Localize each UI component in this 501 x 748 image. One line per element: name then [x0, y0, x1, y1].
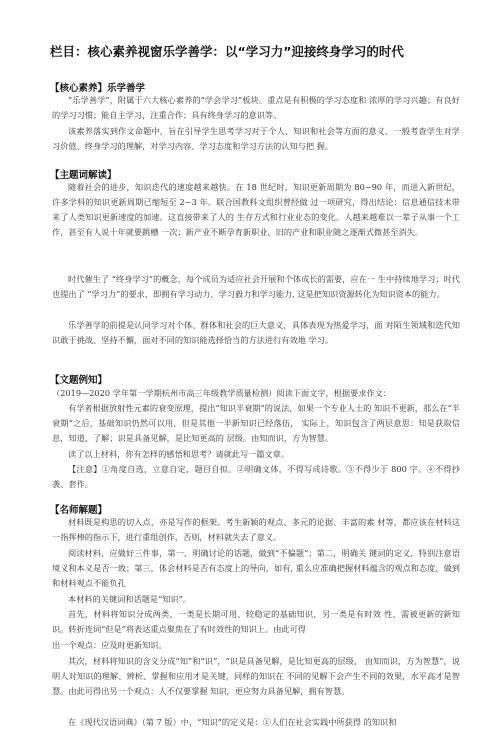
analysis-paragraph-4: 首先，材料将知识分成两类，一类是长期可用、较稳定的基础知识，另一类是有时效 性、需被更新的新知识。转折连词“但是”将表达重点聚焦在了有时效性的知识上。由此可得 — [52, 609, 460, 634]
example-paragraph-1: （2019—2020 学年第一学期杭州市高三年级教学质量检测）阅读下面文字，根据要求作文： — [52, 388, 392, 398]
section-heading-example: 【文题例知】 — [50, 375, 108, 386]
example-paragraph-3: 读了以上材料，你有怎样的感悟和思考？请就此写一篇文章。 — [68, 449, 290, 459]
analysis-paragraph-7: 在《现代汉语词典》（第 7 版）中，“知识”的定义是：①人们在社会实践中所获得 的知识和 — [68, 717, 397, 727]
analysis-paragraph-1: 材料既是构思的切入点，亦是写作的框架。考生新颖的观点、多元的论据、丰富的素 材等，都应该在材料这一指挥棒的指示下，进行重组创作，否则，材料就失去了意义。 — [52, 517, 460, 542]
example-paragraph-2: 有学者根据放射性元素的衰变原理，提出“知识半衰期”的说法，如果一个专业人士的 知识不更新，那么在“半衰期”之后，基础知识仍然可以用，但是其他一半新知识已经落伍， 实际上，知识包含了两层意思：知是获取信息，知道、了解；识是具备见解，是比知更高的 层级。由知而识，方为智慧。 — [52, 403, 460, 443]
section-heading-analysis: 【名师解题】 — [50, 505, 108, 516]
page-title: 栏目：核心素养视窗乐学善学：以“学习力”迎接终身学习的时代 — [50, 44, 404, 59]
core-paragraph-1: “乐学善学”，附属于六大核心素养的“学会学习”板块。重点是有积极的学习态度和 浓厚的学习兴趣；有良好的学习习惯；能自主学习，注重合作；具有终身学习的意识等。 — [52, 95, 460, 120]
analysis-paragraph-2: 阅读材料，应做好三件事，第一，明确讨论的话题，做到“不偏题”；第二，明确关 键词的定义，特别注意语境义和本义是否一致；第三，体会材料是否有态度上的导向，如有, 重么应准确把握材料蕴含的观点和态度，做到和材料观点不能负孔 — [52, 548, 460, 588]
section-heading-theme: 【主题词解读】 — [50, 170, 117, 181]
section-heading-core: 【核心素养】乐学善学 — [50, 83, 146, 94]
core-paragraph-2: 该素养落实到作文命题中，旨在引导学生思考学习对于个人、知识和社会等方面的意义、一般考查学生对学习价值、终身学习的理解，对学习内容、学习态度和学习方法的认知与把 握。 — [52, 126, 460, 151]
analysis-paragraph-5: 出一个观点：应及时更新知识。 — [52, 640, 167, 650]
analysis-paragraph-6: 其次，材料将知识的含义分成“知”和“识”，“识是具备见解，是比知更高的层级， 由知而识，方为智慧”，说明人对知识的理解、辨析、掌握和应用才是关键，同样的知识在 不同的见解下会产生不同的效果，水平高才是智慧。由此可得出另一个观点：人不仅要掌握 知识，更应努力具备见解，拥有智慧。 — [52, 656, 460, 696]
theme-paragraph-1: 随着社会的进步，知识迭代的速度越来越快。在 18 世纪时，知识更新周期为 80~90 年，而进入新世纪，许多学科的知识更新周期已缩短至 2~3 年。联合国教科文组织曾经做 过一项研究，得出结论：信息通信技术带来了人类知识更新速度的加速。这直接带来了人的 生存方式和行业业态的变化。人越来越难以一辈子从事一个工作，甚至有人说十年就要跳槽 一次；新产业不断孕育新职业，旧的产业和职业随之逐渐式微甚至消失。 — [52, 182, 460, 237]
example-notice: 【注意】①角度自选，立意自定，题目自拟。②明确文体，不得写成诗歌。③不得少于 800 字。④不得抄袭、套作。 — [52, 464, 460, 489]
analysis-paragraph-3: 本材料的关键词和话题是“知识”。 — [68, 594, 191, 604]
theme-paragraph-2: 时代催生了 “终身学习”的概念，每个成员为适应社会开展和个体成长的需要，应在一 生中持续地学习；时代也提出了 “学习力”的要求，即拥有学习动力、学习毅力和学习能力, 这是把知识资源转化为知识资本的能力。 — [52, 274, 460, 299]
theme-paragraph-3: 乐学善学的前提是认同学习对个体、群体和社会的巨大意义，具体表现为热爱学习，面 对陌生领域和迭代知识敢于挑战、坚持不懈，面对不同的知识能选择恰当的方法进行有效地 学习。 — [52, 320, 460, 345]
